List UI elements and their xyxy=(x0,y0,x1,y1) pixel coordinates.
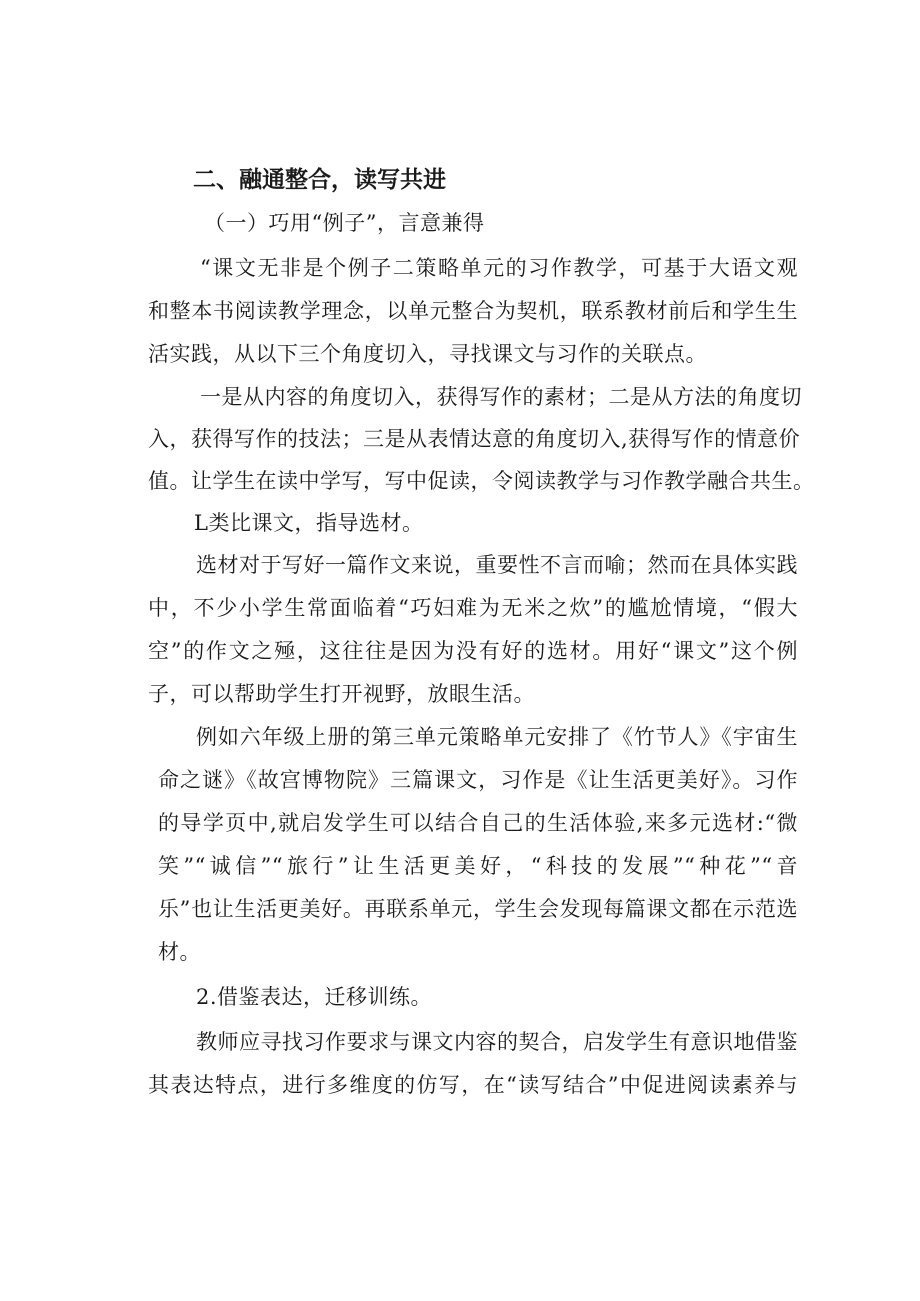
paragraph-line: 教师应寻找习作要求与课文内容的契合，启发学生有意识地借鉴 xyxy=(196,1030,798,1054)
paragraph-line: 乐”也让生活更美好。再联系单元，学生会发现每篇课文都在示范选 xyxy=(158,897,798,921)
paragraph-line: 子，可以帮助学生打开视野，放眼生活。 xyxy=(148,682,535,706)
paragraph-line: 选材对于写好一篇作文来说，重要性不言而喻；然而在具体实践 xyxy=(196,553,798,577)
paragraph-line: 例如六年级上册的第三单元策略单元安排了《竹节人》《宇宙生 xyxy=(196,725,798,749)
subsection-heading: （一）巧用“例子”，言意兼得 xyxy=(204,211,485,235)
paragraph-line: 的导学页中,就启发学生可以结合自己的生活体验,来多元选材:“微 xyxy=(158,811,798,835)
paragraph-line: 材。 xyxy=(158,940,201,964)
paragraph-line: L类比课文，指导选材。 xyxy=(194,511,424,535)
paragraph-line: 空”的作文之殛，这往往是因为没有好的选材。用好“课文”这个例 xyxy=(148,639,798,663)
paragraph-line: 中，不少小学生常面临着“巧妇难为无米之炊”的尴尬情境，“假大 xyxy=(148,596,798,620)
paragraph-line: 入，获得写作的技法；三是从表情达意的角度切入,获得写作的情意价 xyxy=(148,427,801,451)
paragraph-line: 笑”“诚信”“旅行”让生活更美好，“科技的发展”“种花”“音 xyxy=(158,854,798,878)
section-heading: 二、融通整合，读写共进 xyxy=(193,167,446,193)
paragraph-line: 一是从内容的角度切入，获得写作的素材；二是从方法的角度切 xyxy=(200,385,802,409)
paragraph-line: 其表达特点，进行多维度的仿写，在“读写结合”中促进阅读素养与 xyxy=(148,1073,798,1097)
paragraph-line: 活实践，从以下三个角度切入，寻找课文与习作的关联点。 xyxy=(148,342,707,366)
paragraph-line: 和整本书阅读教学理念，以单元整合为契机，联系教材前后和学生生 xyxy=(148,299,798,323)
paragraph-line: 值。让学生在读中学写，写中促读，令阅读教学与习作教学融合共生。 xyxy=(148,469,815,493)
paragraph-line: 2.借鉴表达，迁移训练。 xyxy=(196,985,433,1009)
paragraph-line: “课文无非是个例子二策略单元的习作教学，可基于大语文观 xyxy=(200,256,798,280)
paragraph-line: 命之谜》《故宫博物院》三篇课文，习作是《让生活更美好》。习作 xyxy=(158,768,798,792)
